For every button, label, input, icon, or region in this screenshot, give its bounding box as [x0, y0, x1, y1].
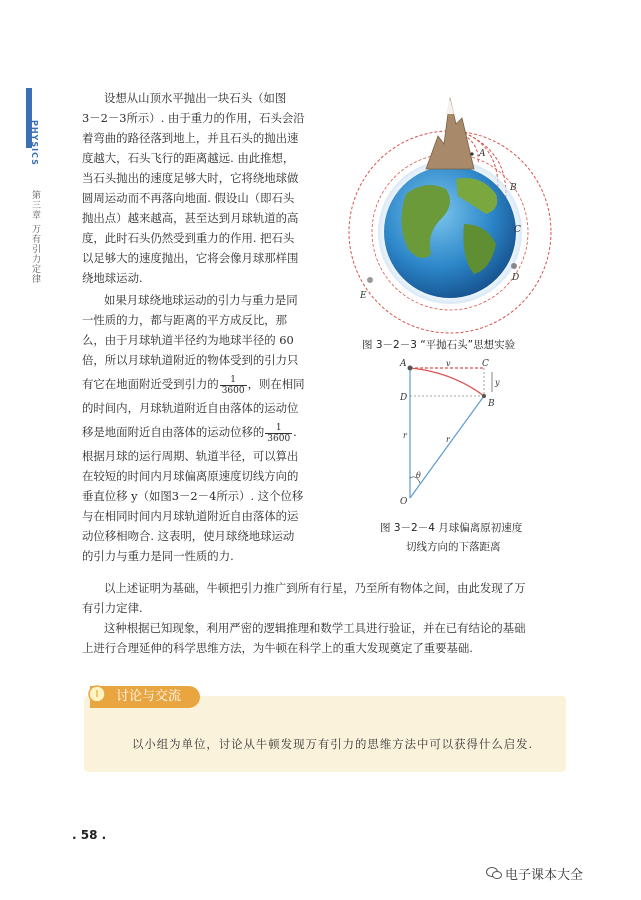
label-a: A: [400, 359, 407, 369]
moon-point-b: [482, 394, 486, 398]
text-span: 有它在地面附近受到引力的: [82, 377, 219, 391]
label-d: D: [512, 273, 520, 283]
moon-point-a: [408, 366, 413, 371]
label-c: C: [482, 359, 489, 369]
watermark-text: 电子课本大全: [505, 868, 584, 883]
fraction-denominator: 3600: [221, 385, 245, 396]
label-y: y: [495, 378, 500, 387]
label-theta: θ: [416, 471, 421, 480]
label-r-vertical: r: [403, 431, 407, 440]
text-line: 这种根据已知现象，利用严密的逻辑推理和数学工具进行验证，并在已有结论的基础: [104, 621, 526, 635]
paragraph-4: [82, 618, 568, 658]
text-line: 设想从山顶水平抛出一块石头（如图: [104, 91, 287, 105]
wechat-icon: [486, 866, 502, 880]
text-line: 如果月球绕地球运动的引力与重力是同: [104, 293, 298, 307]
text-line: 根据月球的运行周期、轨道半径，可以算出: [82, 449, 299, 463]
text-line: 上进行合理延伸的科学思维方法，为牛顿在科学上的重大发现奠定了重要基础.: [82, 641, 473, 655]
discussion-title: 讨论与交流: [90, 686, 200, 708]
paragraph-3: [82, 578, 568, 618]
text-line: 度越大，石头飞行的距离越远. 由此推想，: [82, 151, 295, 165]
text-line: 绕地球运动.: [82, 271, 143, 285]
label-v: v: [446, 359, 451, 368]
fraction-numerator: 1: [220, 375, 247, 386]
point-e-stone: [367, 277, 373, 283]
text-line: 一性质的力，都与距离的平方成反比，那: [82, 313, 288, 327]
radius-line-slanted: [410, 396, 484, 498]
mountain-snow: [446, 98, 454, 114]
text-span: ，则在相同: [247, 377, 305, 391]
text-line: 当石头抛出的速度足够大时，它将绕地球做: [82, 171, 299, 185]
text-line: 抛出点）越来越高，甚至达到月球轨道的高: [82, 211, 299, 225]
label-c: C: [514, 225, 521, 235]
text-span: 移是地面附近自由落体的运动位移的: [82, 425, 265, 439]
text-line: 么，由于月球轨道半径约为地球半径的 60: [82, 333, 294, 347]
text-line: 在较短的时间内月球偏离原速度切线方向的: [82, 469, 299, 483]
text-line: 度，此时石头仍然受到重力的作用. 把石头: [82, 231, 295, 245]
sidebar-chapter: 第三章 万有引力定律: [30, 190, 40, 284]
point-a: [470, 152, 473, 155]
moon-orbit-arc: [410, 368, 484, 396]
text-line: 垂直位移 y（如图3－2－4所示）. 这个位移: [82, 489, 304, 503]
label-a: A: [479, 149, 486, 159]
label-r-slanted: r: [446, 435, 450, 444]
label-o: O: [400, 497, 408, 507]
page-number: . 58 .: [72, 828, 107, 842]
text-line: 圆周运动而不再落向地面. 假设山（即石头: [82, 191, 295, 205]
text-line: 3－2－3所示）. 由于重力的作用，石头会沿: [82, 111, 305, 125]
fraction-1-3600: [220, 375, 247, 396]
sidebar-subject: PHYSICS: [30, 120, 39, 166]
figure-moon-deflection: [392, 358, 512, 508]
point-d-stone: [511, 263, 517, 269]
text-line-with-fraction: [82, 418, 344, 446]
text-span: .: [293, 425, 297, 439]
text-line: 倍，所以月球轨道附近的物体受到的引力只: [82, 353, 299, 367]
text-line: 着弯曲的路径落到地上，并且石头的抛出速: [82, 131, 299, 145]
figure2-caption-line2: 切线方向的下落距离: [406, 541, 501, 553]
label-e: E: [360, 291, 367, 301]
paragraph-2: [82, 290, 344, 566]
figure-earth-projectile: [346, 84, 576, 334]
text-line: 的引力与重力是同一性质的力.: [82, 549, 234, 563]
text-line: 的时间内，月球轨道附近自由落体的运动位: [82, 401, 299, 415]
text-line: 动位移相吻合. 这表明，使月球绕地球运动: [82, 529, 295, 543]
lightbulb-icon: [86, 684, 108, 710]
text-line: 以上述证明为基础，牛顿把引力推广到所有行星，乃至所有物体之间，由此发现了万: [104, 581, 526, 595]
fraction-denominator: 3600: [267, 433, 291, 444]
paragraph-1: [82, 88, 344, 288]
text-line-with-fraction: [82, 370, 344, 398]
label-b: B: [488, 399, 495, 409]
text-line: 与在相同时间内月球轨道附近自由落体的运: [82, 509, 299, 523]
label-d: D: [400, 393, 408, 403]
discussion-text: 以小组为单位，讨论从牛顿发现万有引力的思维方法中可以获得什么启发.: [132, 737, 534, 751]
figure2-caption-line1: 图 3－2－4 月球偏离原初速度: [380, 522, 523, 534]
fraction-numerator: 1: [265, 423, 292, 434]
fraction-1-3600: [265, 423, 292, 444]
figure1-caption: 图 3－2－3 “平抛石头”思想实验: [362, 339, 516, 351]
label-b: B: [510, 183, 517, 193]
text-line: 以足够大的速度抛出，它将会像月球那样围: [82, 251, 299, 265]
text-line: 有引力定律.: [82, 601, 143, 615]
